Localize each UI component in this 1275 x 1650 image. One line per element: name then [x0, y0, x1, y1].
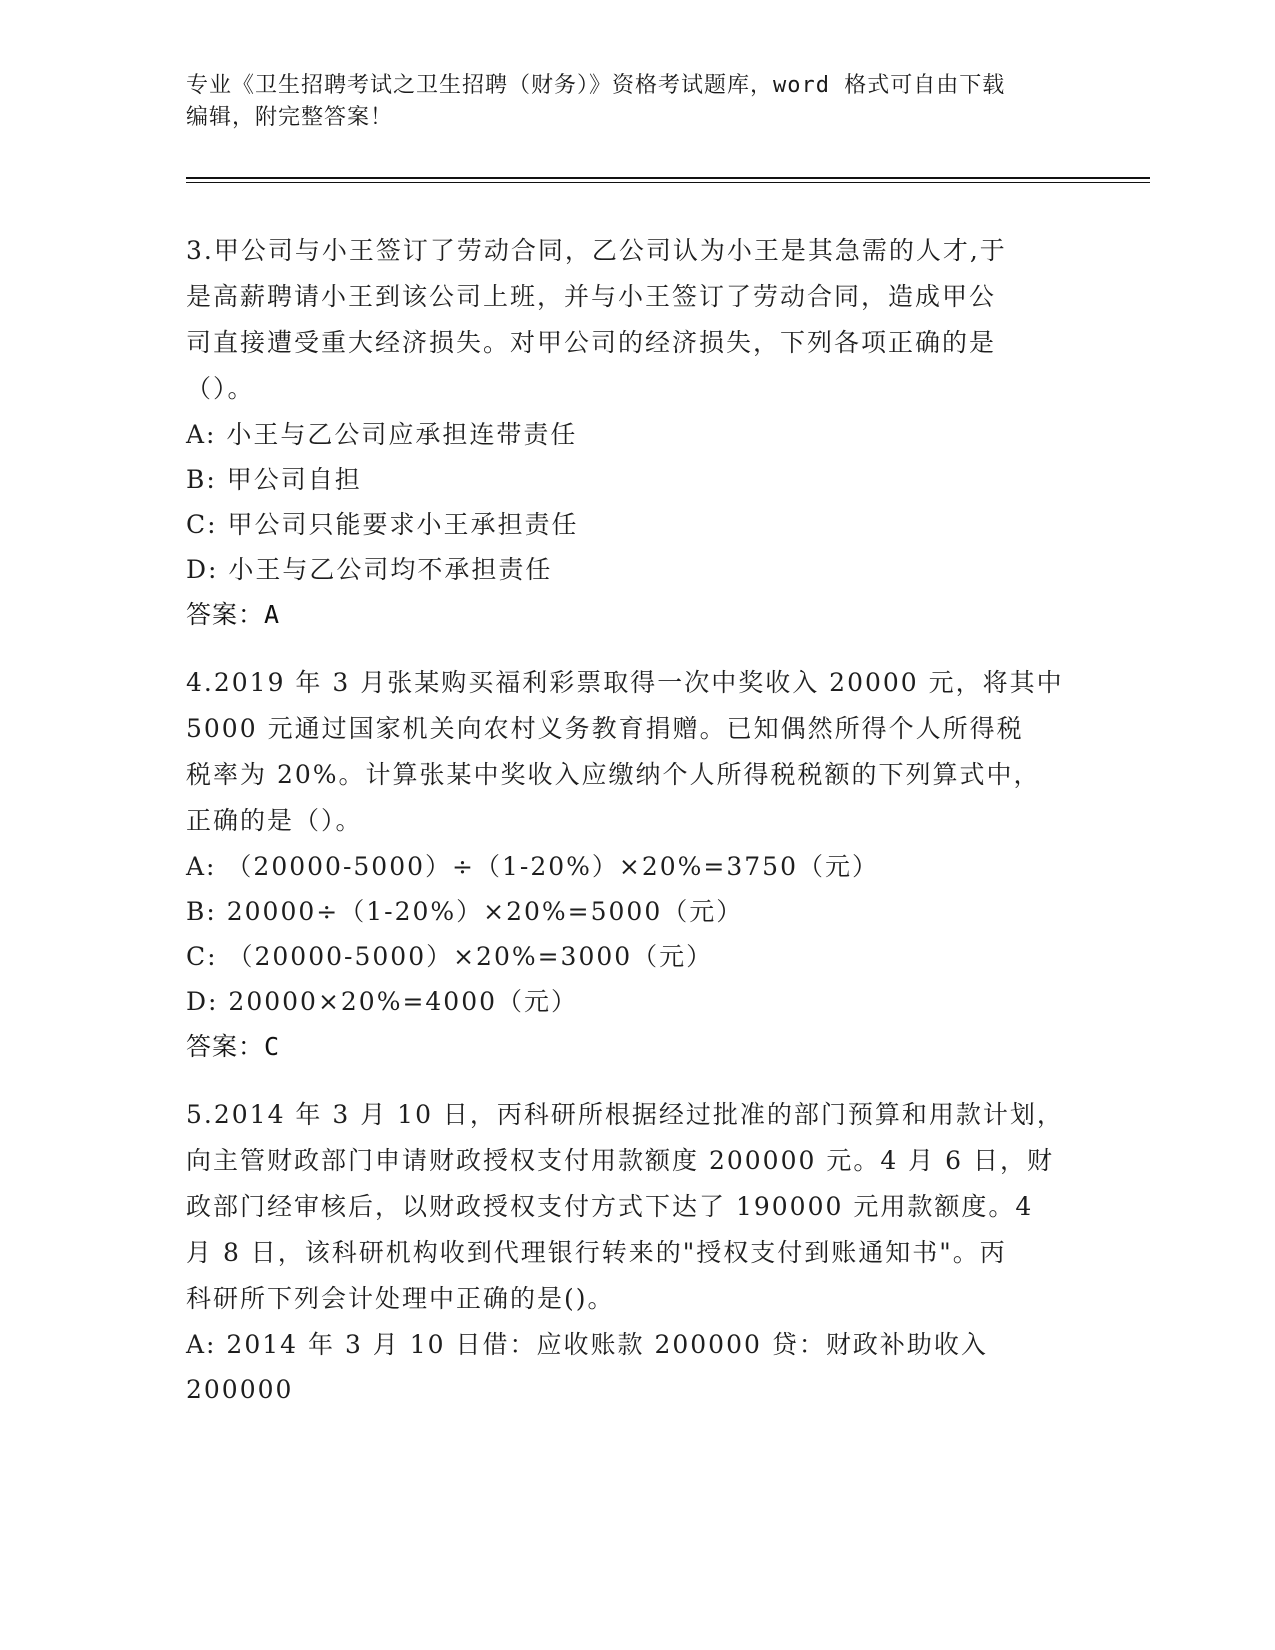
- stem-line: 是高薪聘请小王到该公司上班，并与小王签订了劳动合同，造成甲公: [186, 282, 997, 311]
- document-header: [186, 70, 1066, 134]
- stem-line: 正确的是（）。: [186, 806, 363, 835]
- stem-line: 3.甲公司与小王签订了劳动合同，乙公司认为小王是其急需的人才,于: [186, 236, 1007, 265]
- answer-value: C: [264, 1032, 281, 1061]
- answer-label: 答案：: [186, 600, 265, 629]
- stem-line: 5.2014 年 3 月 10 日，丙科研所根据经过批准的部门预算和用款计划，: [186, 1100, 1064, 1129]
- answer-label: 答案：: [186, 1032, 265, 1061]
- stem-line: 司直接遭受重大经济损失。对甲公司的经济损失，下列各项正确的是: [186, 328, 997, 357]
- option-b: B: 20000÷（1-20%）×20%=5000（元）: [186, 897, 744, 926]
- option-a: A: 2014 年 3 月 10 日借：应收账款 200000 贷：财政补助收入 200000: [186, 1330, 988, 1404]
- question-4: [186, 660, 1086, 1070]
- option-d: D: 小王与乙公司均不承担责任: [186, 555, 553, 584]
- question-stem: [186, 1092, 1086, 1322]
- stem-line: 科研所下列会计处理中正确的是()。: [186, 1284, 615, 1313]
- option-b: B: 甲公司自担: [186, 465, 362, 494]
- option-c: C: 甲公司只能要求小王承担责任: [186, 510, 579, 539]
- stem-line: 向主管财政部门申请财政授权支付用款额度 200000 元。4 月 6 日，财: [186, 1146, 1054, 1175]
- stem-line: 政部门经审核后，以财政授权支付方式下达了 190000 元用款额度。4: [186, 1192, 1034, 1221]
- option-c: C: （20000-5000）×20%=3000（元）: [186, 942, 714, 971]
- answer-value: A: [264, 600, 281, 629]
- header-divider-thick: [186, 177, 1150, 179]
- question-stem: [186, 228, 1086, 412]
- stem-line: 4.2019 年 3 月张某购买福利彩票取得一次中奖收入 20000 元，将其中: [186, 668, 1064, 697]
- question-3: [186, 228, 1086, 638]
- stem-line: 月 8 日，该科研机构收到代理银行转来的"授权支付到账通知书"。丙: [186, 1238, 1007, 1267]
- answer: [186, 1024, 1086, 1070]
- header-line-2: 编辑，附完整答案！: [186, 105, 394, 130]
- option-d: D: 20000×20%=4000（元）: [186, 987, 579, 1016]
- option-a: A: 小王与乙公司应承担连带责任: [186, 420, 578, 449]
- stem-line: （）。: [186, 374, 255, 403]
- stem-line: 5000 元通过国家机关向农村义务教育捐赠。已知偶然所得个人所得税: [186, 714, 1024, 743]
- option-a: A: （20000-5000）÷（1-20%）×20%=3750（元）: [186, 852, 879, 881]
- question-stem: [186, 660, 1086, 844]
- question-5: [186, 1092, 1086, 1412]
- header-divider-thin: [186, 182, 1150, 183]
- answer: [186, 592, 1086, 638]
- header-line-1: 专业《卫生招聘考试之卫生招聘（财务）》资格考试题库，word 格式可自由下载: [186, 73, 1006, 98]
- stem-line: 税率为 20%。计算张某中奖收入应缴纳个人所得税税额的下列算式中，: [186, 760, 1041, 789]
